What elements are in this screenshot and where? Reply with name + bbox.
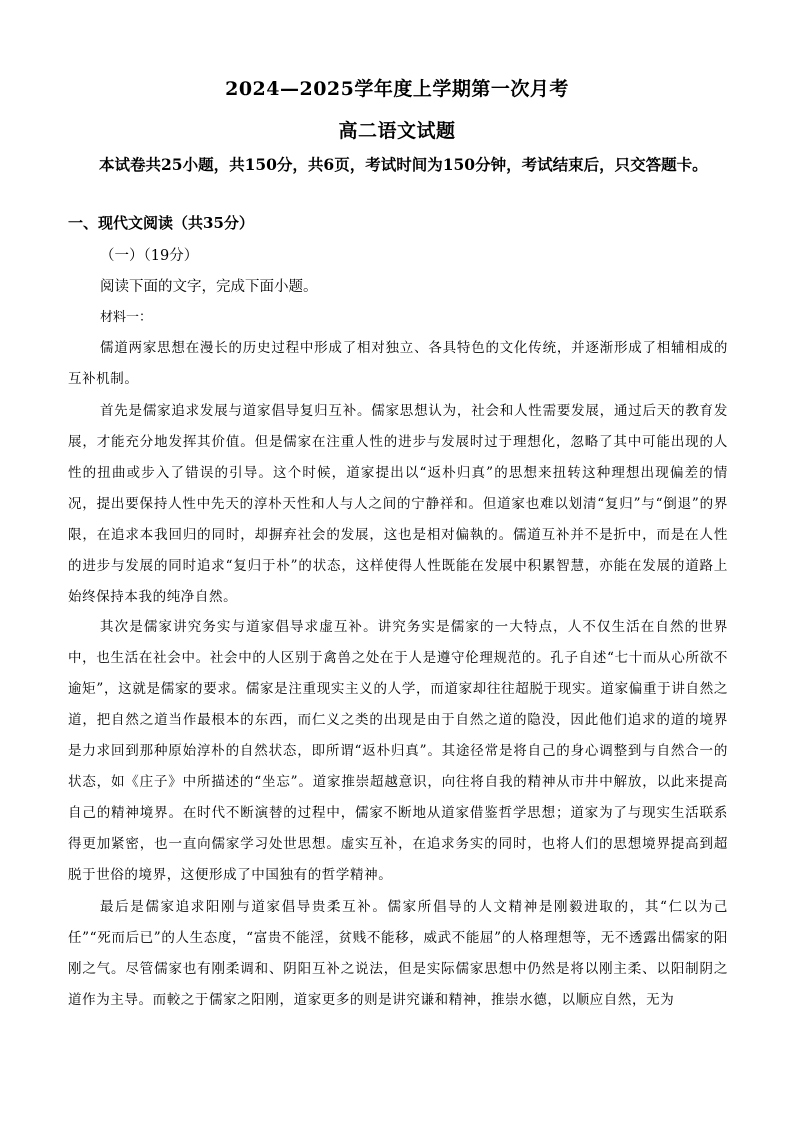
reading-instruction: 阅读下面的文字，完成下面小题。 xyxy=(100,279,318,295)
subject-title: 高二语文试题 xyxy=(338,120,456,142)
exam-instructions: 本试卷共25小题，共150分，共6页，考试时间为150分钟，考试结束后，只交答题卡。 xyxy=(99,155,708,174)
paragraph: 首先是儒家追求发展与道家倡导复归互补。儒家思想认为，社会和人性需要发展，通过后天的教育发展，才能充分地发挥其价值。但是儒家在注重人性的进步与发展时过于理想化，忽略了其中可能出现的人性的扭曲或步入了错误的引导。这个时候，道家提出以“返朴归真”的思想来扭转这种理想出现偏差的情况，提出要保持人性中先天的淳朴天性和人与人之间的宁静祥和。但道家也难以划清“复归”与“倒退”的界限，在追求本我回归的同时，却摒弃社会的发展，这也是相对偏執的。儒道互补并不是折中，而是在人性的进步与发展的同时追求“复归于朴”的状态，这样使得人性既能在发展中积累智慧，亦能在发展的道路上始终保持本我的纯净自然。 xyxy=(68,403,728,605)
paragraph: 其次是儒家讲究务实与道家倡导求虚互补。讲究务实是儒家的一大特点，人不仅生活在自然的世界中，也生活在社会中。社会中的人区别于禽兽之处在于人是遵守伦理规范的。孔子自述“七十而从心所欲不逾矩”，这就是儒家的要求。儒家是注重现实主义的人学，而道家却往往超脱于现实。道家偏重于讲自然之道，把自然之道当作最根本的东西，而仁义之类的出现是由于自然之道的隐没，因此他们追求的道的境界是力求回到那种原始淳朴的自然状态，即所谓“返朴归真”。其途径常是将自己的身心调整到与自然合一的状态，如《庄子》中所描述的“坐忘”。道家推崇超越意识，向往将自我的精神从市井中解放，以此来提高自己的精神境界。在时代不断演替的过程中，儒家不断地从道家借鉴哲学思想；道家为了与现实生活联系得更加紧密，也一直向儒家学习处世思想。虚实互补，在追求务实的同时，也将人们的思想境界提高到超脱于世俗的境界，这便形成了中国独有的哲学精神。 xyxy=(68,619,728,883)
section-heading: 一、现代文阅读（共35分） xyxy=(68,214,254,232)
paragraph: 儒道两家思想在漫长的历史过程中形成了相对独立、各具特色的文化传统，并逐渐形成了相辅相成的互补机制。 xyxy=(68,340,728,387)
exam-title: 2024—2025学年度上学期第一次月考 xyxy=(225,78,569,100)
sub-heading: （一）（19分） xyxy=(100,248,199,264)
material-label: 材料一： xyxy=(100,310,153,325)
paragraph: 最后是儒家追求阳刚与道家倡导贵柔互补。儒家所倡导的人文精神是刚毅进取的，其“仁以为己任”“死而后已”的人生态度，“富贵不能淫，贫贱不能移，威武不能屈”的人格理想等，无不透露出儒家的阳刚之气。尽管儒家也有刚柔调和、阴阳互补之说法，但是实际儒家思想中仍然是将以刚主柔、以阳制阴之道作为主导。而較之于儒家之阳刚，道家更多的则是讲究谦和精神，推崇水德，以顺应自然，无为 xyxy=(68,899,728,1008)
